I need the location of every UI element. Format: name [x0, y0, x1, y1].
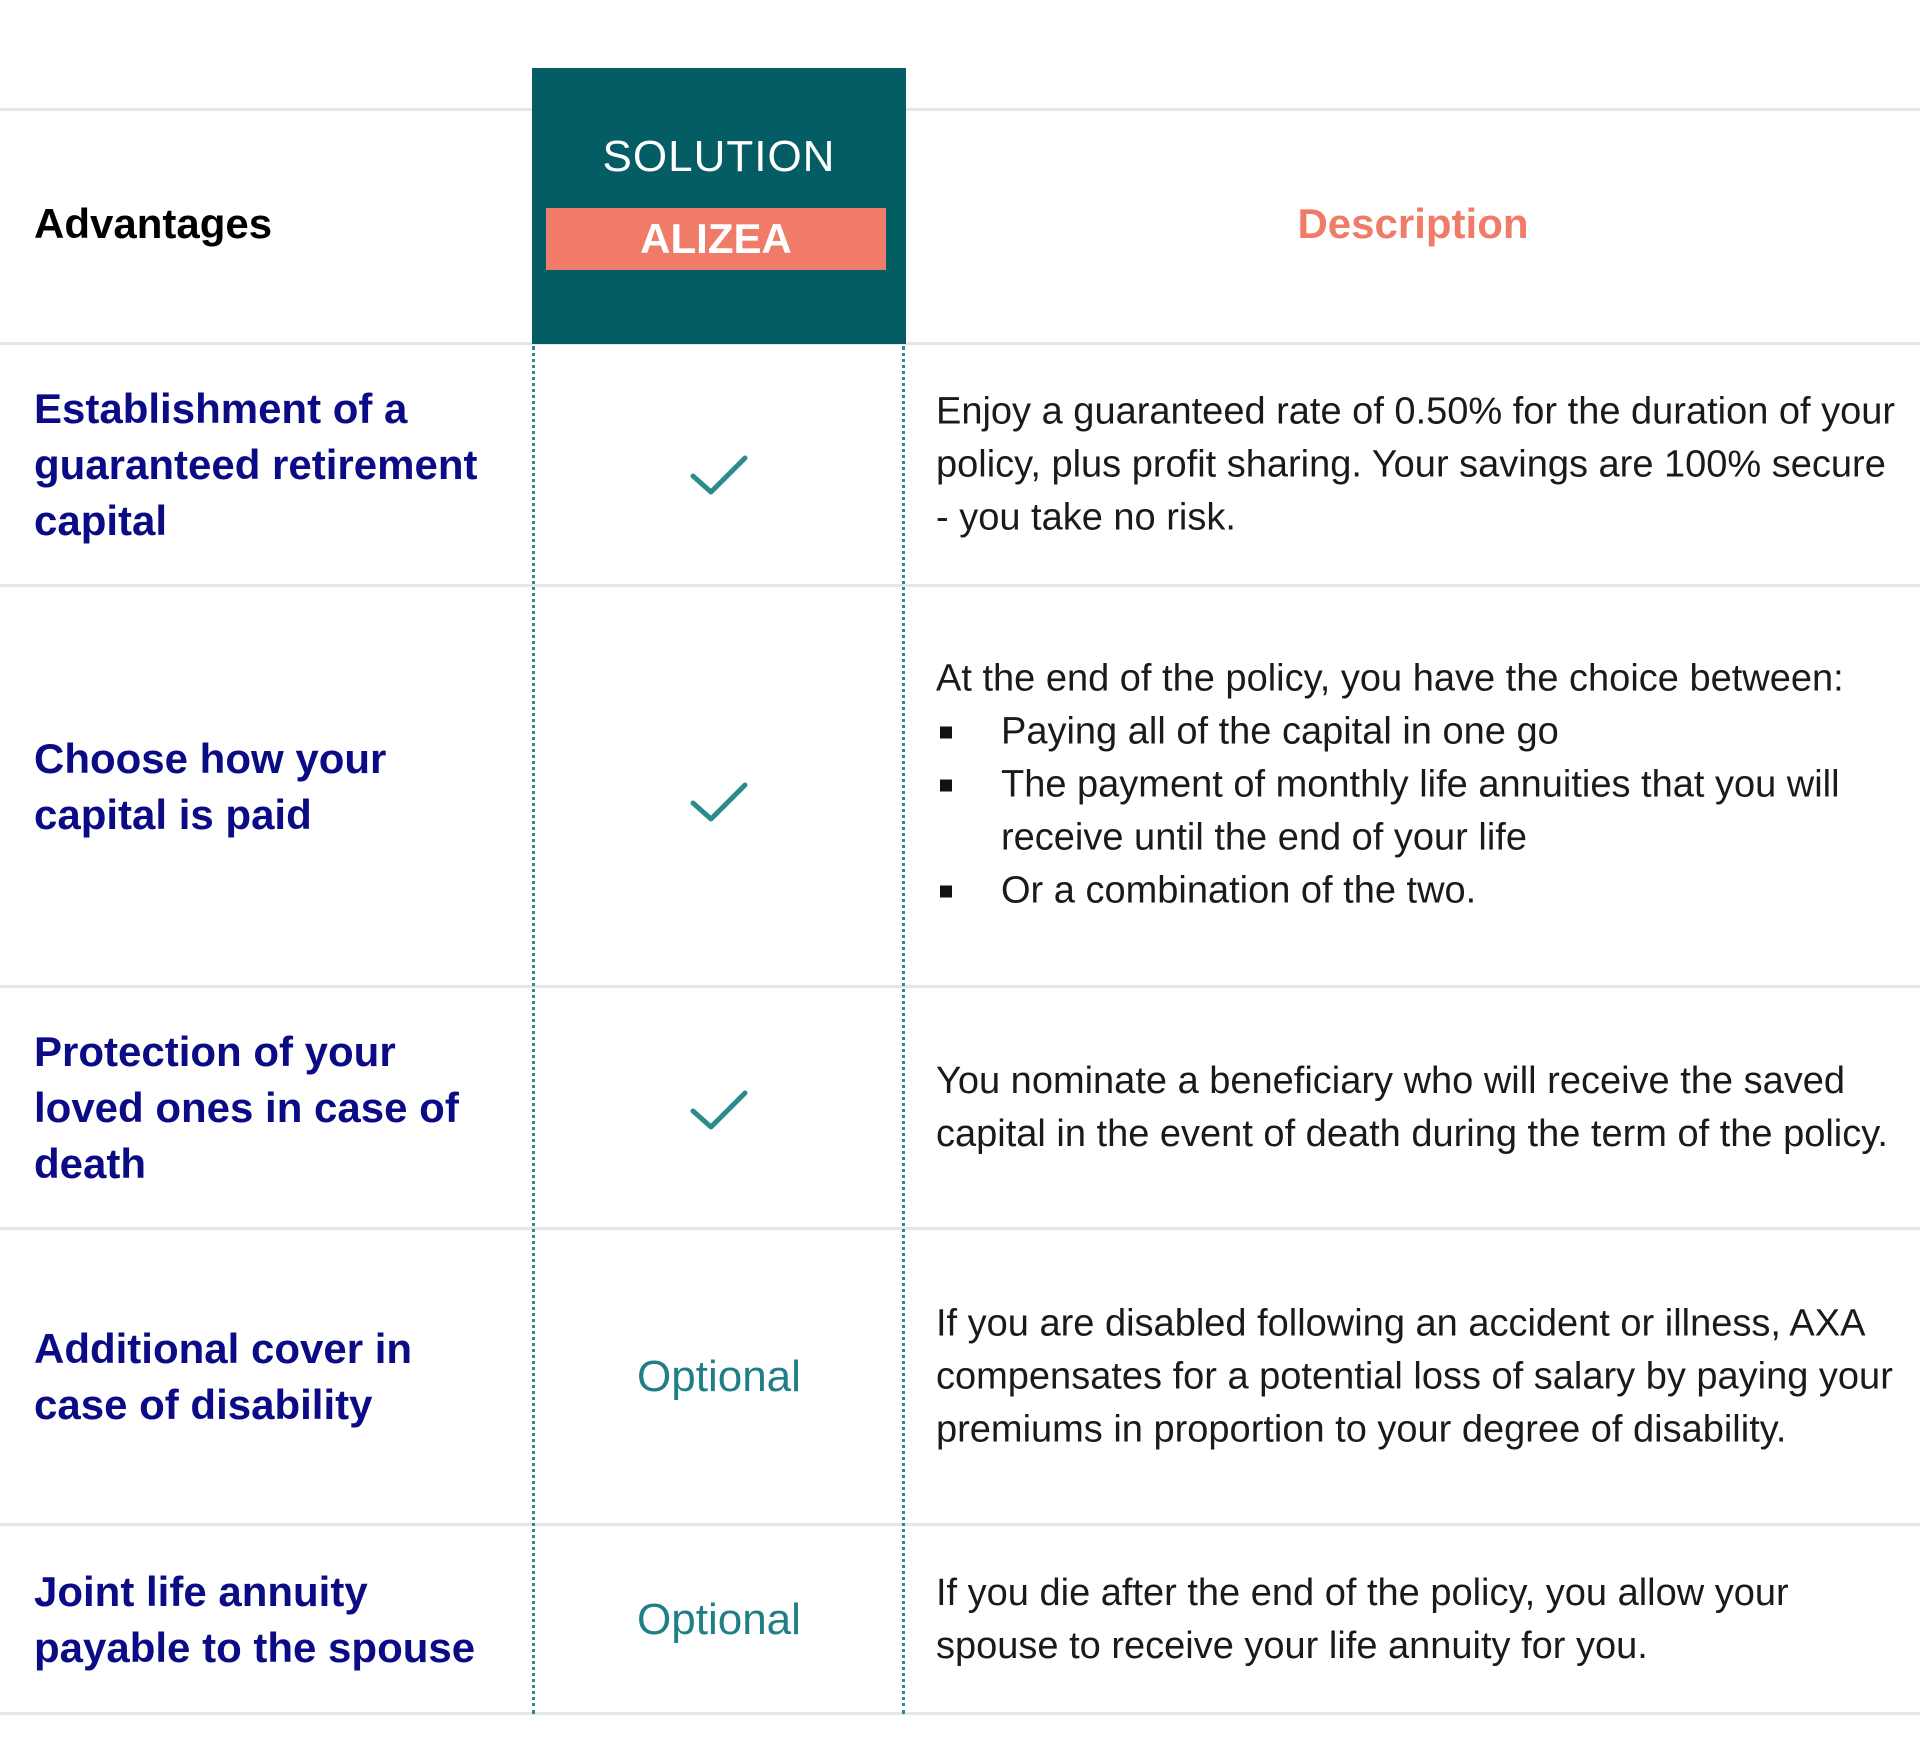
checkmark-icon	[689, 779, 749, 825]
description-block	[936, 653, 1902, 918]
product-name-badge: ALIZEA	[546, 208, 886, 270]
solution-column-right-border	[902, 346, 905, 1714]
row-divider	[0, 342, 1920, 345]
solution-header	[532, 68, 906, 344]
row-divider	[0, 985, 1920, 988]
list-item: Paying all of the capital in one go	[936, 706, 1902, 759]
row-divider	[0, 584, 1920, 587]
list-item: Or a combination of the two.	[936, 865, 1902, 918]
table-top-border	[0, 108, 1920, 111]
description-text: Enjoy a guaranteed rate of 0.50% for the duration of your policy, plus profit sharing. Your savings are 100% secure - you take no risk.	[936, 390, 1896, 539]
advantage-title: Protection of your loved ones in case of death	[34, 1028, 459, 1187]
optional-status: Optional	[637, 1352, 801, 1401]
description-text: If you die after the end of the policy, you allow your spouse to receive your life annuity for you.	[936, 1572, 1789, 1667]
description-intro: At the end of the policy, you have the choice between:	[936, 657, 1844, 700]
solution-column-left-border	[532, 346, 535, 1714]
description-heading: Description	[1297, 200, 1529, 247]
optional-status: Optional	[637, 1595, 801, 1644]
description-text: You nominate a beneficiary who will receive the saved capital in the event of death during the term of the policy.	[936, 1060, 1888, 1155]
advantages-heading: Advantages	[34, 200, 273, 247]
list-item: The payment of monthly life annuities that you will receive until the end of your life	[936, 759, 1902, 865]
row-divider	[0, 1227, 1920, 1230]
advantage-title: Additional cover in case of disability	[34, 1325, 413, 1428]
solution-label: SOLUTION	[602, 132, 836, 181]
advantage-title: Joint life annuity payable to the spouse	[34, 1568, 476, 1671]
checkmark-icon	[689, 1087, 749, 1133]
description-text: If you are disabled following an accident or illness, AXA compensates for a potential loss of salary by paying your premiums in proportion to your degree of disability.	[936, 1302, 1893, 1451]
row-divider	[0, 1523, 1920, 1526]
advantage-title: Choose how your capital is paid	[34, 735, 387, 838]
advantage-title: Establishment of a guaranteed retirement capital	[34, 385, 478, 544]
payment-options-list	[936, 706, 1902, 918]
checkmark-icon	[689, 452, 749, 498]
table-bottom-border	[0, 1712, 1920, 1715]
